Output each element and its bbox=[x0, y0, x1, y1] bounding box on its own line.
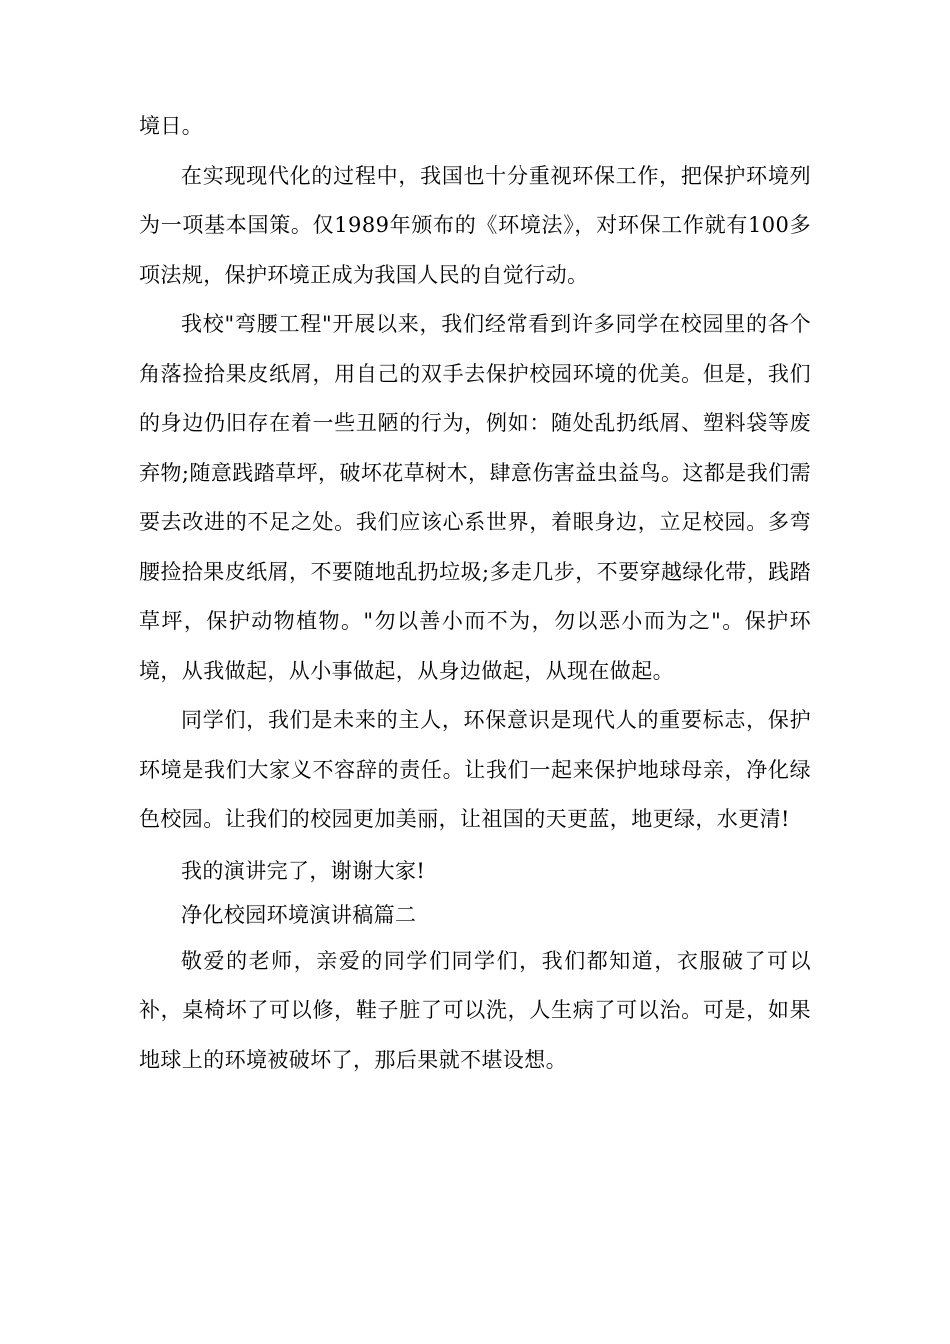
paragraph-continuation: 境日。 bbox=[139, 114, 204, 138]
paragraph-speech-two-intro: 敬爱的老师，亲爱的同学们同学们，我们都知道，衣服破了可以补，桌椅坏了可以修，鞋子脏了可以洗，人生病了可以治。可是，如果地球上的环境被破坏了，那后果就不堪设想。 bbox=[139, 948, 811, 1072]
section-heading: 净化校园环境演讲稿篇二 bbox=[181, 902, 417, 927]
paragraph-call-to-action: 同学们，我们是未来的主人，环保意识是现代人的重要标志，保护环境是我们大家义不容辞的责任。让我们一起来保护地球母亲，净化绿色校园。让我们的校园更加美丽，让祖国的天更蓝，地更绿，水更清! bbox=[139, 708, 811, 831]
paragraph-campus-project: 我校"弯腰工程"开展以来，我们经常看到许多同学在校园里的各个角落捡拾果皮纸屑，用自己的双手去保护校园环境的优美。但是，我们的身边仍旧存在着一些丑陋的行为，例如：随处乱扔纸屑、塑料袋等废弃物;随意践踏草坪，破坏花草树木，肆意伤害益虫益鸟。这都是我们需要去改进的不足之处。我们应该心系世界，着眼身边，立足校园。多弯腰捡拾果皮纸屑，不要随地乱扔垃圾;多走几步，不要穿越绿化带，践踏草坪，保护动物植物。"勿以善小而不为，勿以恶小而为之"。保护环境，从我做起，从小事做起，从身边做起，从现在做起。 bbox=[139, 312, 811, 683]
paragraph-closing: 我的演讲完了，谢谢大家! bbox=[181, 858, 426, 883]
document-body bbox=[139, 102, 811, 1085]
paragraph-modernization: 在实现现代化的过程中，我国也十分重视环保工作，把保护环境列为一项基本国策。仅1989年颁布的《环境法》，对环保工作就有100多项法规，保护环境正成为我国人民的自觉行动。 bbox=[139, 163, 811, 287]
